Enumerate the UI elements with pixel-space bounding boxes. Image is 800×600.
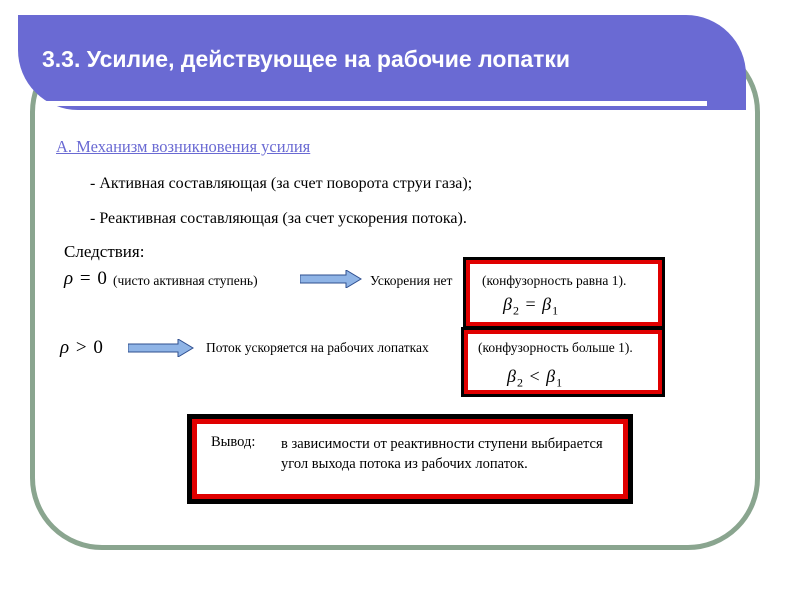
- zero-value: 0: [93, 337, 104, 358]
- case2-formula: [507, 366, 563, 391]
- subscript-1: 1: [556, 375, 564, 390]
- case2-remark: (конфузорность больше 1).: [478, 340, 633, 355]
- subscript-1: 1: [552, 303, 560, 318]
- equals-sign: =: [525, 294, 537, 314]
- bullet-reactive-component: - Реактивная составляющая (за счет ускорения потока).: [90, 210, 467, 227]
- case1-condition: [64, 268, 108, 290]
- beta-symbol: β: [542, 294, 553, 314]
- conclusion-box: [187, 414, 633, 504]
- conclusion-inner: [192, 419, 628, 499]
- greater-than-sign: >: [75, 337, 88, 358]
- case2-arrow-icon: [128, 339, 194, 357]
- case1-remark: (конфузорность равна 1).: [482, 273, 627, 288]
- beta-symbol: β: [503, 294, 513, 314]
- case1-formula: [503, 294, 559, 319]
- consequences-label: Следствия:: [64, 242, 145, 261]
- equals-sign: =: [79, 268, 92, 289]
- case1-highlight-box: [466, 260, 662, 326]
- subscript-2: 2: [516, 375, 524, 390]
- rho-symbol: ρ: [64, 268, 75, 289]
- conclusion-text: в зависимости от реактивности ступени выбирается угол выхода потока из рабочих лопаток.: [281, 436, 603, 472]
- case1-note: (чисто активная ступень): [113, 273, 258, 288]
- case2-condition: [60, 337, 104, 359]
- case2-result: Поток ускоряется на рабочих лопатках: [206, 340, 429, 355]
- subscript-2: 2: [512, 303, 520, 318]
- less-than-sign: <: [529, 366, 541, 386]
- slide-title: 3.3. Усилие, действующее на рабочие лопатки: [42, 46, 571, 72]
- beta-symbol: β: [546, 366, 557, 386]
- conclusion-label: Вывод:: [211, 434, 256, 450]
- bullet-active-component: - Активная составляющая (за счет поворота струи газа);: [90, 175, 473, 192]
- beta-symbol: β: [507, 366, 517, 386]
- zero-value: 0: [97, 268, 108, 289]
- rho-symbol: ρ: [60, 337, 71, 358]
- case1-result: Ускорения нет: [370, 273, 453, 288]
- title-underline: [40, 101, 707, 106]
- case1-arrow-icon: [300, 270, 362, 288]
- section-subheading: А. Механизм возникновения усилия: [56, 137, 311, 156]
